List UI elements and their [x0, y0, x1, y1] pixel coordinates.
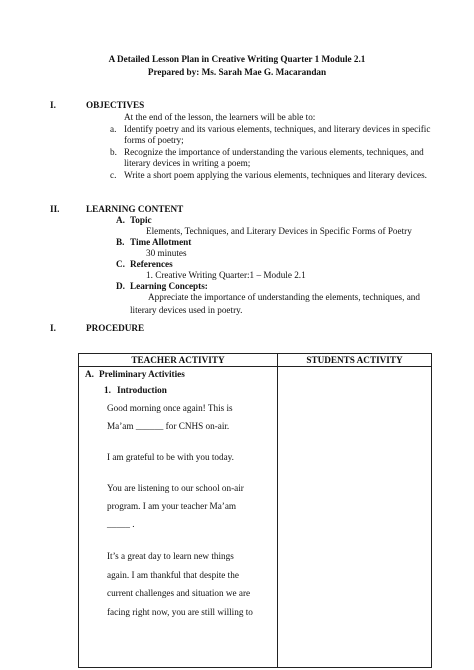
prelim-mark: A. — [85, 369, 94, 379]
procedure-heading: PROCEDURE — [86, 323, 145, 333]
references-label: References — [130, 259, 173, 269]
objectives-numeral: I. — [50, 100, 56, 110]
objective-b-line1: Recognize the importance of understanding the various elements, techniques, and — [124, 147, 424, 157]
topic-label: Topic — [130, 215, 152, 225]
topic-text: Elements, Techniques, and Literary Devices in Specific Forms of Poetry — [146, 226, 412, 236]
time-text: 30 minutes — [146, 248, 187, 258]
teacher-line: Good morning once again! This is — [107, 403, 233, 413]
teacher-line: current challenges and situation we are — [107, 588, 251, 598]
time-label: Time Allotment — [130, 237, 192, 247]
prelim-label: Preliminary Activities — [99, 369, 185, 379]
concepts-label: Learning Concepts: — [130, 281, 208, 291]
content-numeral: II. — [50, 204, 60, 214]
teacher-line: I am grateful to be with you today. — [107, 452, 234, 462]
document-author: Prepared by: Ms. Sarah Mae G. Macarandan — [147, 67, 327, 77]
concepts-line1: Appreciate the importance of understanding the elements, techniques, and — [148, 292, 420, 302]
teacher-line: _____ . — [107, 519, 135, 529]
teacher-line: You are listening to our school on-air — [107, 483, 244, 493]
teacher-line: Ma’am ______ for CNHS on-air. — [107, 421, 230, 431]
students-activity-header: STUDENTS ACTIVITY — [278, 354, 432, 367]
objective-c-mark: c. — [110, 170, 117, 180]
objective-b-line2: literary devices in writing a poem; — [124, 158, 251, 168]
intro-label: Introduction — [117, 385, 167, 395]
objective-a-mark: a. — [110, 124, 117, 134]
concepts-mark: D. — [116, 281, 125, 291]
objectives-heading: OBJECTIVES — [86, 100, 145, 110]
objective-b-mark: b. — [110, 147, 117, 157]
objective-c-line1: Write a short poem applying the various elements, techniques and literary devices. — [124, 170, 427, 180]
concepts-line2: literary devices used in poetry. — [130, 305, 243, 315]
document-title: A Detailed Lesson Plan in Creative Writing Quarter 1 Module 2.1 — [108, 54, 366, 64]
time-mark: B. — [116, 237, 125, 247]
reference-item: 1. Creative Writing Quarter:1 – Module 2.1 — [146, 270, 306, 280]
teacher-line: program. I am your teacher Ma’am — [107, 501, 237, 511]
references-mark: C. — [116, 259, 125, 269]
objective-a-line1: Identify poetry and its various elements, techniques, and literary devices in specific — [124, 124, 431, 134]
activity-table — [78, 353, 432, 668]
objectives-intro: At the end of the lesson, the learners will be able to: — [124, 112, 316, 122]
teacher-activity-header: TEACHER ACTIVITY — [79, 354, 278, 367]
teacher-line: facing right now, you are still willing to — [107, 607, 253, 617]
topic-mark: A. — [116, 215, 125, 225]
intro-mark: 1. — [104, 385, 111, 395]
content-heading: LEARNING CONTENT — [86, 204, 184, 214]
teacher-activity-cell — [79, 367, 278, 668]
objective-a-line2: forms of poetry; — [124, 135, 184, 145]
students-activity-cell — [278, 367, 432, 668]
procedure-numeral: I. — [50, 323, 56, 333]
teacher-line: It’s a great day to learn new things — [107, 551, 234, 561]
teacher-line: again. I am thankful that despite the — [107, 570, 239, 580]
